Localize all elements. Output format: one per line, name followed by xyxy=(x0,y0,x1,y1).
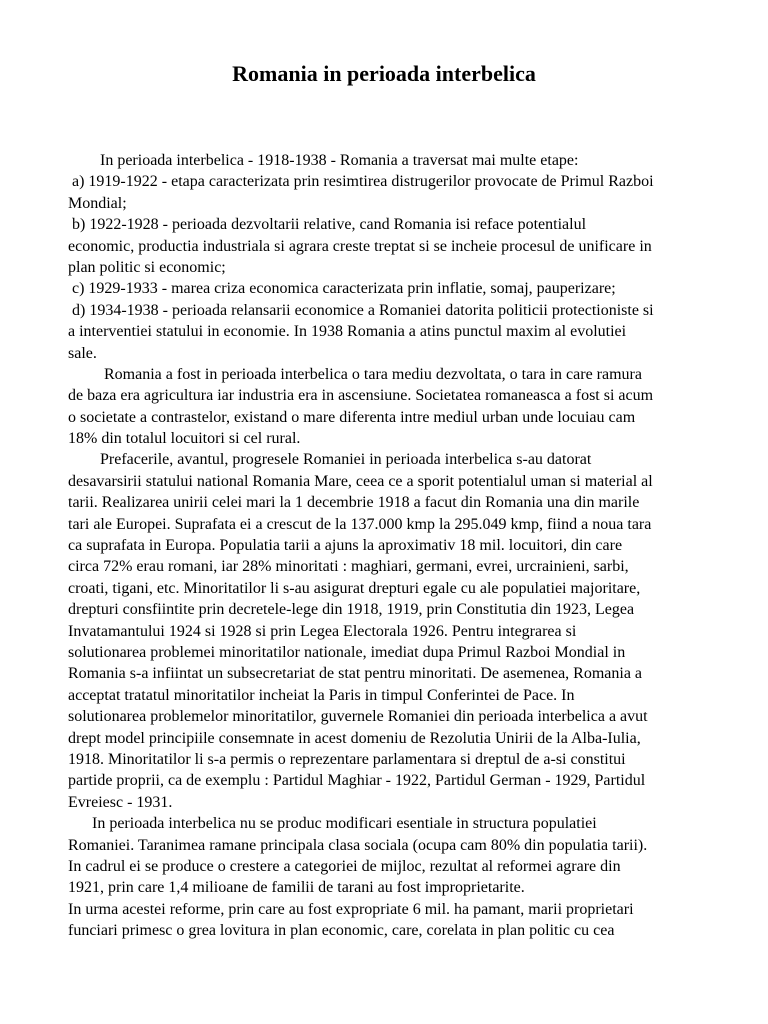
text-line: Mondial; xyxy=(68,194,127,212)
text-line: Romania a fost in perioada interbelica o tara mediu dezvoltata, o tara in care ramura xyxy=(68,365,642,383)
text-line: a) 1919-1922 - etapa caracterizata prin resimtirea distrugerilor provocate de Primul Razboi xyxy=(68,173,654,191)
text-line: croati, tigani, etc. Minoritatilor li s-au asigurat drepturi egale cu ale populatiei majoritare, xyxy=(68,579,641,597)
text-line: In perioada interbelica - 1918-1938 - Romania a traversat mai multe etape: xyxy=(68,152,579,169)
text-line: sale. xyxy=(68,344,97,362)
text-line: Romania s-a infiintat un subsecretariat de stat pentru minoritati. De asemenea, Romania a xyxy=(68,665,643,683)
text-line: Invatamantului 1924 si 1928 si prin Legea Electorala 1926. Pentru integrarea si xyxy=(68,622,577,640)
text-line: desavarsirii statului national Romania Mare, ceea ce a sporit potentialul uman si material al xyxy=(68,472,653,490)
text-line: circa 72% erau romani, iar 28% minoritati : maghiari, germani, evrei, urcrainieni, sarbi, xyxy=(68,558,629,576)
text-line: partide proprii, ca de exemplu : Partidul Maghiar - 1922, Partidul German - 1929, Partidul xyxy=(68,772,646,790)
text-line: tarii. Realizarea unirii celei mari la 1 decembrie 1918 a facut din Romania una din marile xyxy=(68,494,640,512)
text-line: Romaniei. Taranimea ramane principala clasa sociala (ocupa cam 80% din populatia tarii). xyxy=(68,836,648,854)
text-line: Evreiesc - 1931. xyxy=(68,793,173,811)
text-line: o societate a contrastelor, existand o mare diferenta intre mediul urban unde locuiau cam xyxy=(68,408,636,426)
text-line: b) 1922-1928 - perioada dezvoltarii relative, cand Romania isi reface potentialul xyxy=(68,216,587,234)
text-line: solutionarea problemei minoritatilor nationale, imediat dupa Primul Razboi Mondial in xyxy=(68,643,626,661)
text-line: 18% din totalul locuitori si cel rural. xyxy=(68,430,301,448)
text-line: drepturi consfiintite prin decretele-lege din 1918, 1919, prin Constitutia din 1923, Legea xyxy=(68,601,635,619)
text-line: Prefacerile, avantul, progresele Romaniei in perioada interbelica s-au datorat xyxy=(68,451,592,469)
text-line: funciari primesc o grea lovitura in plan economic, care, corelata in plan politic cu cea xyxy=(68,922,615,940)
text-line: c) 1929-1933 - marea criza economica caracterizata prin inflatie, somaj, pauperizare; xyxy=(68,280,616,298)
text-line: 1921, prin care 1,4 milioane de familii de tarani au fost improprietarite. xyxy=(68,879,525,897)
text-line: d) 1934-1938 - perioada relansarii economice a Romaniei datorita politicii protectioniste si xyxy=(68,301,654,319)
text-line: a interventiei statului in economie. In 1938 Romania a atins punctul maxim al evolutiei xyxy=(68,323,627,341)
document-body xyxy=(68,150,718,941)
text-line: acceptat tratatul minoritatilor incheiat la Paris in timpul Conferintei de Pace. In xyxy=(68,686,575,704)
text-line: tari ale Europei. Suprafata ei a crescut de la 137.000 kmp la 295.049 kmp, fiind a noua tara xyxy=(68,515,652,533)
text-line: plan politic si economic; xyxy=(68,258,226,276)
text-line: In perioada interbelica nu se produc modificari esentiale in structura populatiei xyxy=(68,815,597,833)
text-line: In cadrul ei se produce o crestere a categoriei de mijloc, rezultat al reformei agrare din xyxy=(68,857,621,875)
text-line: 1918. Minoritatilor li s-a permis o reprezentare parlamentara si dreptul de a-si constitui xyxy=(68,750,626,768)
text-line: drept model principiile consemnate in acest domeniu de Rezolutia Unirii de la Alba-Iulia, xyxy=(68,729,641,747)
text-line: economic, productia industriala si agrara creste treptat si se incheie procesul de unificare in xyxy=(68,237,652,255)
text-line: de baza era agricultura iar industria era in ascensiune. Societatea romaneasca a fost si acum xyxy=(68,387,654,405)
document-title: Romania in perioada interbelica xyxy=(232,61,536,86)
text-line: In urma acestei reforme, prin care au fost expropriate 6 mil. ha pamant, marii proprietari xyxy=(68,900,634,918)
text-line: solutionarea problemelor minoritatilor, guvernele Romaniei din perioada interbelica a avut xyxy=(68,708,648,726)
text-line: ca suprafata in Europa. Populatia tarii a ajuns la aproximativ 18 mil. locuitori, din care xyxy=(68,537,623,555)
